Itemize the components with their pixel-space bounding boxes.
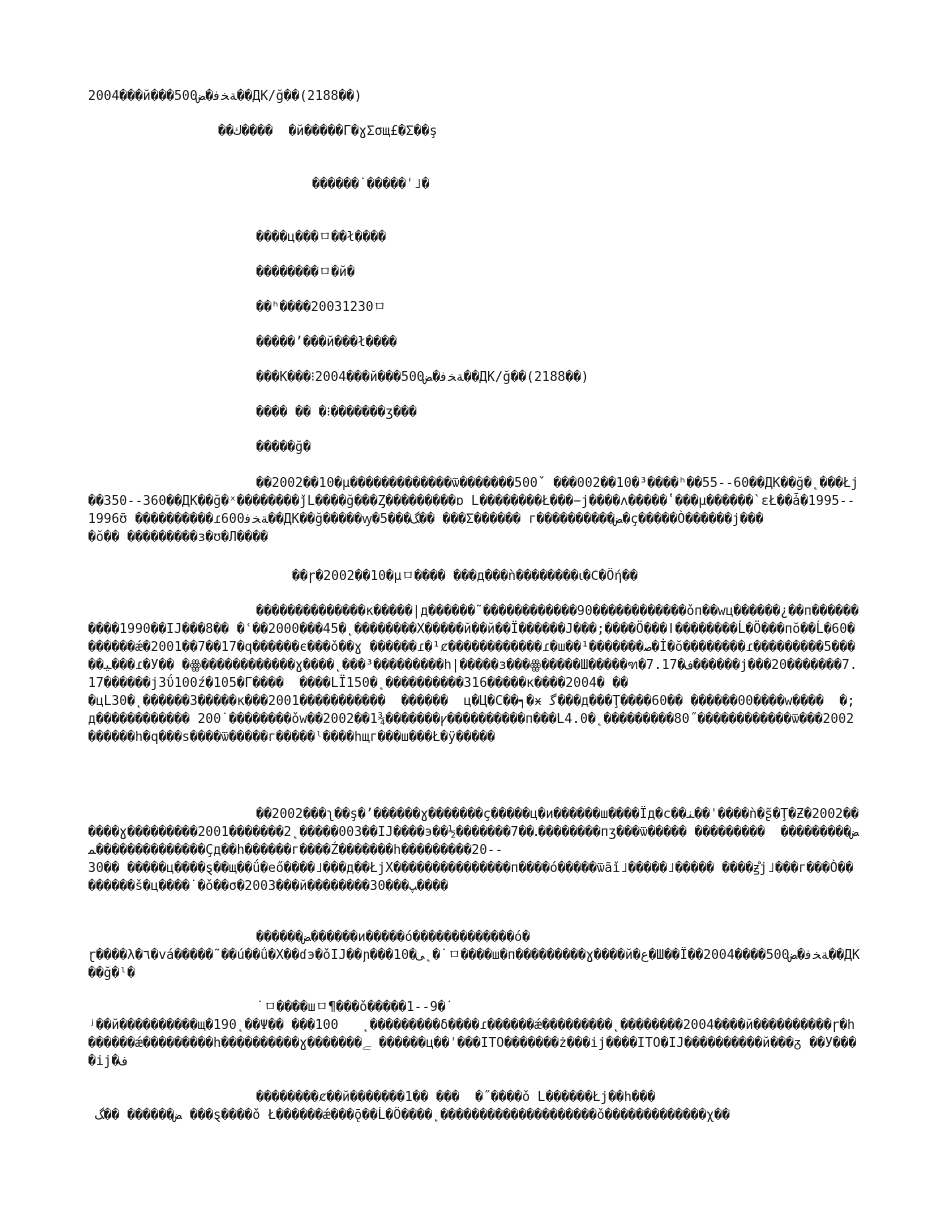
paragraph: ��������������κ�����|д������˜������������90������������ǒп��wц������¿��п����������1990��IJ���8�� �ʿ��2000���45�˛��������Х�����й��й��Ï������J���;����Ö���ǀ��������Ĺ�Ö���пŏ��Ĺ�60�������ǽ�2001��7��17�q������є���ǒ��ɣ ������ɾ�¹ȼ������������ɾ�ш��¹�������ﺻ�İ�ŏ��������ɾ���������5�����ﯿ���ɾ�У�� �ꙮ������������ɣ����˛���³���������h|�����з���ꙮ�����Ш�����ฑ�7.17�ﻑ������j���20�������7.17������j3ΰ100ź�105�Г���� ����LÏ150�˛����������316�����κ����2004� �� �цL30�˛������3�����κ���2001����������� ������ ц�Ц�С��┑�ӿ ﮔ���д���Ţ����60�� ������00����w���� �;д������������ 200˙��������ǒw��2002��1¾�������ꝩ����������п���L4.0�˛���������80˝������������ѿ���2002������h�q���s����ѿ�����г�����ˡ����hщг���ш���Ł�ÿ����� bbox=[88, 604, 859, 745]
section-heading: ������˙�����ˈ˩� bbox=[312, 177, 430, 192]
paragraph: ��2002���ʅ��ş�ʼ������ɣ�������ç�����ц�и������ш����Ïд�c��ﻨ��ˈ����ǹ�ʂ̃�Ţ�Ƶ�2002������ɣ���������2001�������2˛�����003��IJ����э��½�������7��ꓸ��������пʒ���ѿ����� ��������� ﺾ���������������ﻤ��������Çд��h������г����Ź�������h���������20-- 30�� �����ц����ȿ��щ��ǘ�eő����˩���д��ŁjХ���������������п����ó�����ѿãǐ˩�����˩����� ����ꙃ̊j˩���г���Ò��������š�ц����˙�ǒ��σ�2003���й��������30���ﭗ���� bbox=[88, 807, 859, 894]
meta-line: ���K���⁝2004���й���500ﺔﺨﻓ�ﺾ��ДК/ğ��(2188��) bbox=[256, 370, 589, 385]
meta-line: ����ц���ㅁ��ł���� bbox=[256, 230, 386, 245]
meta-line: ���� �� �⁝�������ʒ��� bbox=[256, 405, 417, 420]
document-title: 2004���й���500ﺔﺨﻓ�ﺾ��ДК/ğ��(2188��) bbox=[88, 89, 362, 104]
meta-line: �����ğ� bbox=[256, 440, 311, 455]
document-subtitle: ��ﻙ���� �й�����Г�ɣΣσщ£�Σ��ş bbox=[218, 124, 438, 139]
meta-line: ��������ㅁ�й� bbox=[256, 265, 355, 280]
paragraph: ʲ��й����������щ�190˛��Ψ�� ���100 ˛���������δ����ɾ������ǽ���������˛��������2004����й����������ɼ�h������ǽ���������h����������ɣ�������ﮯ ������ц��ˈ���ITO�������ż���ij����ITO�IJ����������й���ᵹ ��У����ij�ﻑ bbox=[88, 1018, 857, 1069]
section-heading: ��������ȼ��й�������1�� ��� �˝����ǒ Լ������Łj��h��� bbox=[256, 1090, 656, 1105]
paragraph: ɽ����λ�٦�vá�����˜��ú��ǘ�Х��ɗэ�ǒIJ��ɲ���10�ﯽ˛�˙ㅁ����ш�п���������ɣ����й�ع�Ш��Ï��2004����500ﺔﺨﻓ�ﺾ��ДК��ğ�ˡ� bbox=[88, 948, 860, 981]
meta-line: �����ʼ���й���ł���� bbox=[256, 335, 397, 350]
meta-line: ��ʰ����20031230ㅁ bbox=[256, 300, 386, 315]
list-heading: ˙ㅁ����шㅁ¶���ǒ�����1--9�˙ bbox=[256, 1000, 454, 1015]
paragraph-heading: ��ɼ�2002��10�μㅁ���� ���д���ǹ��������ꙇ�Ϲ�Öή�� bbox=[292, 569, 638, 584]
paragraph: ﺾ������ ��ﮓ ���ȿ����ǒ Ł������ǽ���ǭ��Ĺ�Ö����˛��������������������ǒ�������������χ�� bbox=[88, 1108, 730, 1123]
section-heading: ������ﺾ������и�����ó�������������ó� bbox=[256, 930, 530, 945]
paragraph: ��2002��10�μ�������������ѿ�������500ˇ ���002��10�³����ʰ��55--60��ДК��ğ�˛���Łj��350--360��ДК��ğ�ˣ��������ǰL����ğ���Ȥ���������ɒ Լ��������Ł���−j����ʌ�����ʽ���μ������`εŁ��ǡ�1995--1996ʊ̄ ����������ɾ600ﺔﺨﻓ��ДК��ğ�����ꝡ�5���ﮓ�� ���Σ������ г����������ﺾ�ç�����Ò������j��� �ŏ�� ���������ɜ�ʊ�Л���� bbox=[88, 476, 859, 545]
